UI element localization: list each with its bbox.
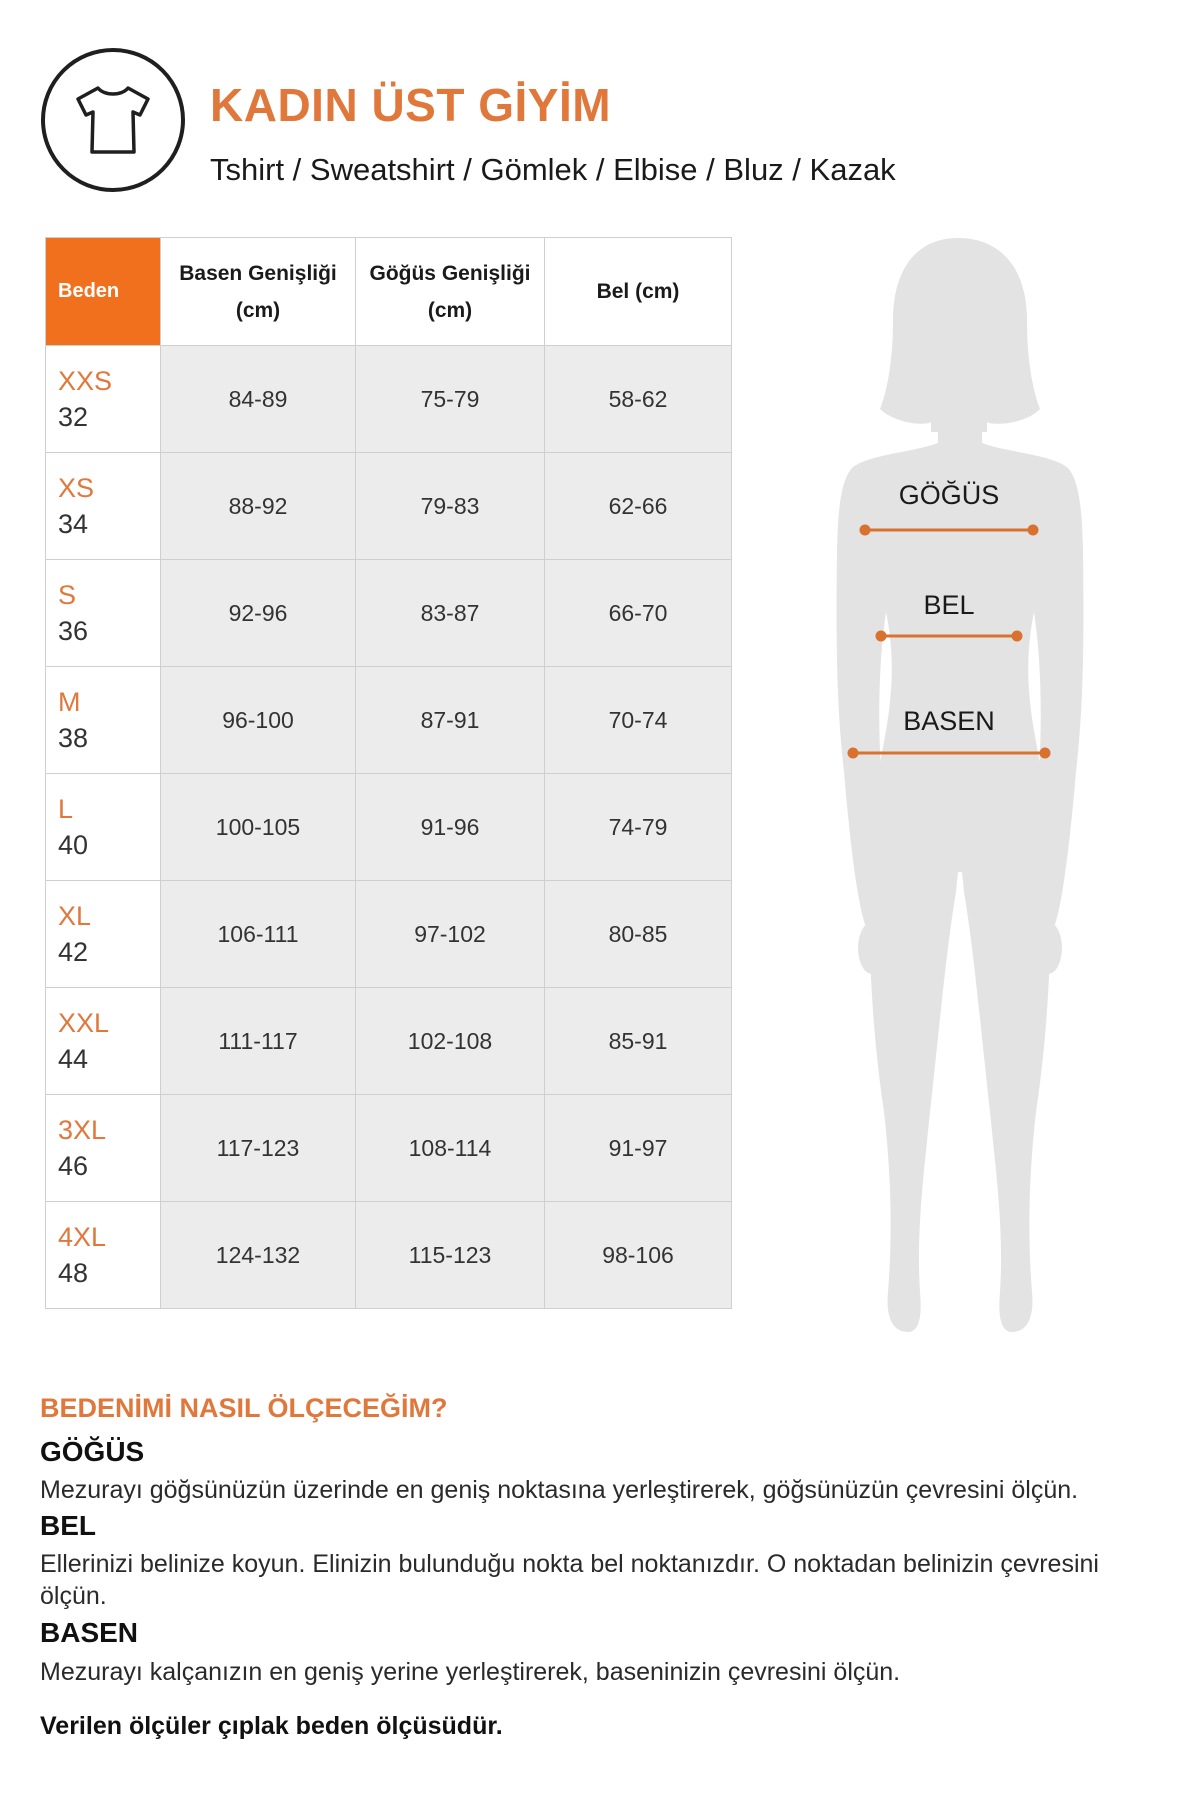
gogus-value: 75-79 bbox=[356, 346, 545, 453]
table-row bbox=[46, 1095, 732, 1202]
size-number: 48 bbox=[58, 1258, 89, 1288]
gogus-value: 108-114 bbox=[356, 1095, 545, 1202]
size-code: 3XL bbox=[58, 1115, 107, 1145]
table-row bbox=[46, 774, 732, 881]
bel-value: 85-91 bbox=[545, 988, 732, 1095]
bel-value: 62-66 bbox=[545, 453, 732, 560]
size-code: L bbox=[58, 794, 74, 824]
gogus-value: 91-96 bbox=[356, 774, 545, 881]
label-basen: BASEN bbox=[903, 706, 995, 736]
guide-text-gogus: Mezurayı göğsünüzün üzerinde en geniş noktasına yerleştirerek, göğsünüzün çevresini ölçün. bbox=[40, 1476, 1079, 1504]
size-code: XXL bbox=[58, 1008, 110, 1038]
size-number: 40 bbox=[58, 830, 89, 860]
gogus-value: 83-87 bbox=[356, 560, 545, 667]
guide-heading-basen: BASEN bbox=[40, 1617, 139, 1648]
gogus-value: 115-123 bbox=[356, 1202, 545, 1309]
basen-value: 96-100 bbox=[161, 667, 356, 774]
size-cell bbox=[46, 774, 161, 881]
size-cell bbox=[46, 1202, 161, 1309]
basen-value: 84-89 bbox=[161, 346, 356, 453]
measurement-note: Verilen ölçüler çıplak beden ölçüsüdür. bbox=[40, 1712, 503, 1740]
size-code: 4XL bbox=[58, 1222, 107, 1252]
guide-text-basen: Mezurayı kalçanızın en geniş yerine yerleştirerek, baseninizin çevresini ölçün. bbox=[40, 1658, 901, 1686]
page-subtitle: Tshirt / Sweatshirt / Gömlek / Elbise / Bluz / Kazak bbox=[210, 152, 896, 187]
size-table bbox=[45, 237, 732, 1309]
bel-value: 66-70 bbox=[545, 560, 732, 667]
body-silhouette bbox=[800, 232, 1120, 1342]
guide-text-bel: Ellerinizi belinize koyun. Elinizin bulunduğu nokta bel noktanızdır. O noktadan belinizin çevresini ölçün. bbox=[40, 1550, 1099, 1610]
basen-value: 100-105 bbox=[161, 774, 356, 881]
size-cell bbox=[46, 881, 161, 988]
size-cell bbox=[46, 667, 161, 774]
label-bel: BEL bbox=[923, 590, 975, 620]
size-code: S bbox=[58, 580, 77, 610]
guide-title: BEDENİMİ NASIL ÖLÇECEĞİM? bbox=[40, 1393, 448, 1423]
basen-value: 106-111 bbox=[161, 881, 356, 988]
gogus-value: 97-102 bbox=[356, 881, 545, 988]
header-gogus: Göğüs Genişliği (cm) bbox=[356, 238, 545, 346]
guide-heading-gogus: GÖĞÜS bbox=[40, 1436, 145, 1467]
page-title: KADIN ÜST GİYİM bbox=[210, 79, 612, 131]
table-row bbox=[46, 881, 732, 988]
body-figure bbox=[800, 232, 1120, 1342]
bel-value: 70-74 bbox=[545, 667, 732, 774]
size-code: XL bbox=[58, 901, 92, 931]
size-cell bbox=[46, 988, 161, 1095]
header-basen: Basen Genişliği (cm) bbox=[161, 238, 356, 346]
table-header-row bbox=[46, 238, 732, 346]
gogus-value: 87-91 bbox=[356, 667, 545, 774]
basen-value: 88-92 bbox=[161, 453, 356, 560]
size-number: 38 bbox=[58, 723, 89, 753]
table-row bbox=[46, 453, 732, 560]
table-row bbox=[46, 667, 732, 774]
size-number: 42 bbox=[58, 937, 89, 967]
table-row bbox=[46, 1202, 732, 1309]
gogus-value: 79-83 bbox=[356, 453, 545, 560]
size-cell bbox=[46, 346, 161, 453]
bel-value: 74-79 bbox=[545, 774, 732, 881]
size-number: 36 bbox=[58, 616, 89, 646]
guide-heading-bel: BEL bbox=[40, 1510, 96, 1541]
bel-value: 80-85 bbox=[545, 881, 732, 988]
size-cell bbox=[46, 560, 161, 667]
size-code: M bbox=[58, 687, 81, 717]
size-cell bbox=[46, 1095, 161, 1202]
size-number: 32 bbox=[58, 402, 89, 432]
table-row bbox=[46, 560, 732, 667]
size-code: XXS bbox=[58, 366, 113, 396]
bel-value: 58-62 bbox=[545, 346, 732, 453]
gogus-value: 102-108 bbox=[356, 988, 545, 1095]
bel-value: 98-106 bbox=[545, 1202, 732, 1309]
table-row bbox=[46, 988, 732, 1095]
label-gogus: GÖĞÜS bbox=[898, 480, 1000, 510]
size-cell bbox=[46, 453, 161, 560]
tshirt-icon bbox=[71, 83, 155, 157]
bel-value: 91-97 bbox=[545, 1095, 732, 1202]
basen-value: 111-117 bbox=[161, 988, 356, 1095]
basen-value: 124-132 bbox=[161, 1202, 356, 1309]
basen-value: 117-123 bbox=[161, 1095, 356, 1202]
size-number: 44 bbox=[58, 1044, 89, 1074]
header-bel: Bel (cm) bbox=[545, 238, 732, 346]
tshirt-icon-badge bbox=[41, 48, 185, 192]
size-number: 34 bbox=[58, 509, 89, 539]
size-code: XS bbox=[58, 473, 95, 503]
basen-value: 92-96 bbox=[161, 560, 356, 667]
table-row bbox=[46, 346, 732, 453]
header-beden: Beden bbox=[46, 238, 161, 346]
size-number: 46 bbox=[58, 1151, 89, 1181]
